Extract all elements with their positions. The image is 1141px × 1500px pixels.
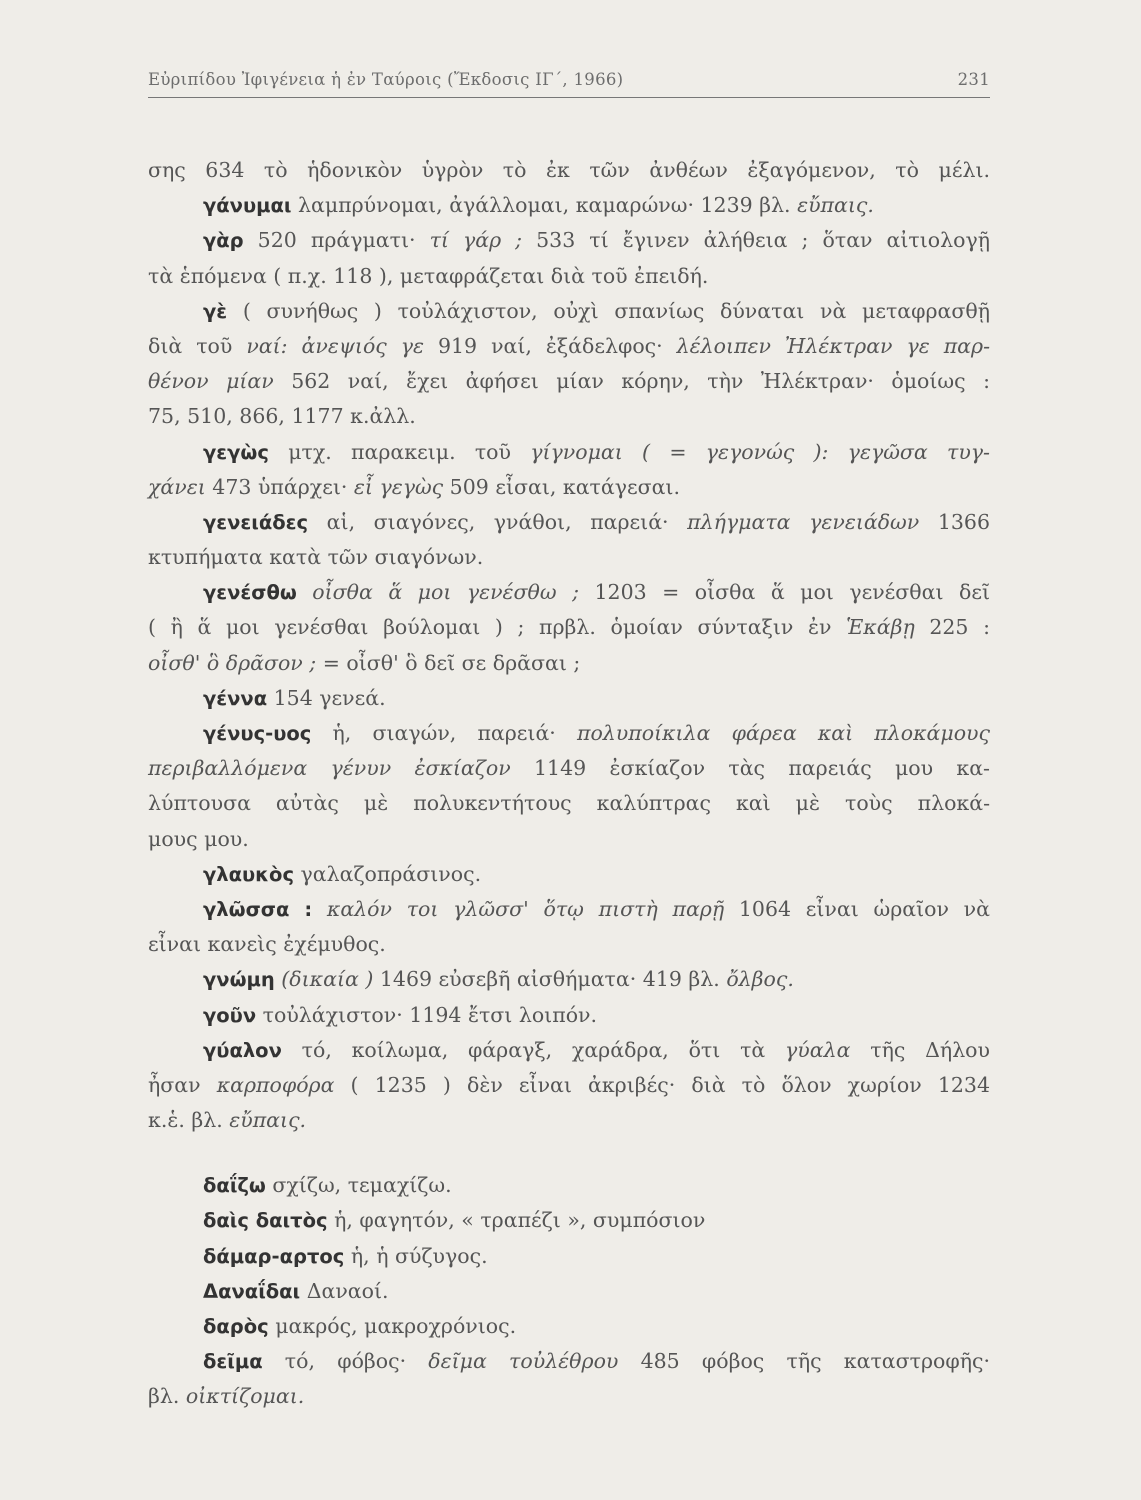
quotation: θένον μίαν bbox=[148, 369, 274, 394]
entry-line bbox=[148, 294, 990, 329]
quotation: (δικαία ) bbox=[281, 967, 374, 992]
continuation-line bbox=[148, 751, 990, 786]
continuation-line bbox=[148, 364, 990, 399]
text: κ.ἑ. βλ. bbox=[148, 1108, 230, 1133]
continuation-line bbox=[148, 646, 990, 681]
entry-line bbox=[148, 1239, 990, 1274]
text: μους μου. bbox=[148, 826, 249, 851]
continuation-line bbox=[148, 153, 990, 188]
text: σης 634 τὸ ἡδονικὸν ὑγρὸν τὸ ἐκ τῶν ἀνθέων ἐξαγόμενον, τὸ μέλι. bbox=[148, 158, 990, 182]
continuation-line bbox=[148, 786, 990, 821]
text: τῆς Δήλου bbox=[850, 1037, 990, 1062]
entry-line bbox=[148, 1274, 990, 1309]
continuation-line bbox=[148, 470, 990, 505]
headword: γλῶσσα : bbox=[203, 897, 313, 921]
text: 533 τί ἔγινεν ἀλήθεια ; ὅταν αἰτιολογῇ bbox=[522, 228, 990, 253]
headword: γύαλον bbox=[203, 1038, 282, 1062]
text: γαλαζοπράσινος. bbox=[294, 861, 482, 886]
quotation: ναί: ἀνεψιός γε bbox=[246, 333, 424, 358]
entry-line bbox=[148, 223, 990, 258]
text: αἱ, σιαγόνες, γνάθοι, παρειά· bbox=[308, 509, 688, 534]
text: ( ἢ ἅ μοι γενέσθαι βούλομαι ) ; πρβλ. ὁμοίαν σύνταξιν ἐν bbox=[148, 615, 847, 640]
text: τοὐλάχιστον· 1194 ἔτσι λοιπόν. bbox=[256, 1002, 598, 1027]
headword: δαΐζω bbox=[203, 1174, 266, 1198]
quotation: οἶσθα ἅ μοι γενέσθω ; bbox=[312, 580, 579, 605]
continuation-line bbox=[148, 1379, 990, 1414]
text: τό, φόβος· bbox=[262, 1349, 429, 1374]
quotation: οἰκτίζομαι. bbox=[185, 1384, 305, 1409]
glossary-text bbox=[148, 153, 990, 1415]
text: 1366 bbox=[919, 509, 990, 534]
headword: γένυς-υος bbox=[203, 722, 312, 745]
text: 1469 εὐσεβῆ αἰσθήματα· 419 βλ. bbox=[373, 967, 727, 992]
text: 1064 εἶναι ὡραῖον νὰ bbox=[724, 896, 990, 921]
text: 1149 ἐσκίαζον τὰς παρειάς μου κα- bbox=[510, 756, 990, 781]
text: 1203 = οἶσθα ἅ μοι γενέσθαι δεῖ bbox=[579, 580, 990, 605]
continuation-line bbox=[148, 1068, 990, 1103]
header-rule bbox=[148, 97, 990, 98]
quotation: χάνει bbox=[148, 474, 206, 499]
quotation: γύαλα bbox=[785, 1037, 851, 1062]
headword: δεῖμα bbox=[203, 1350, 263, 1374]
quotation: γίγνομαι ( = γεγονώς ): γεγῶσα τυγ- bbox=[530, 439, 990, 464]
headword: γοῦν bbox=[203, 1003, 257, 1027]
text: 225 : bbox=[914, 615, 990, 640]
text: 75, 510, 866, 1177 κ.ἀλλ. bbox=[148, 404, 416, 429]
quotation: εἶ γεγὼς bbox=[353, 474, 444, 499]
text: Δαναοί. bbox=[300, 1278, 389, 1303]
continuation-line bbox=[148, 399, 990, 434]
text bbox=[312, 897, 327, 921]
continuation-line bbox=[148, 259, 990, 294]
continuation-line bbox=[148, 329, 990, 364]
quotation: πολυποίκιλα φάρεα καὶ πλοκάμους bbox=[576, 721, 990, 745]
entry-line bbox=[148, 681, 990, 716]
headword: γλαυκὸς bbox=[203, 862, 294, 886]
entry-line bbox=[148, 857, 990, 892]
headword: δαρὸς bbox=[203, 1315, 269, 1338]
continuation-line bbox=[148, 1103, 990, 1138]
text: 919 ναί, ἐξάδελφος· bbox=[424, 333, 677, 358]
quotation: περιβαλλόμενα γένυν ἐσκίαζον bbox=[148, 756, 511, 781]
entry-line bbox=[148, 1344, 990, 1379]
quotation: καρποφόρα bbox=[216, 1072, 335, 1097]
text: ( 1235 ) δὲν εἶναι ἀκριβές· διὰ τὸ ὅλον χωρίον 1234 bbox=[334, 1072, 990, 1097]
headword: γνώμη bbox=[203, 968, 275, 992]
entry-line bbox=[148, 188, 990, 223]
text: μακρός, μακροχρόνιος. bbox=[268, 1314, 517, 1338]
text: κτυπήματα κατὰ τῶν σιαγόνων. bbox=[148, 545, 484, 570]
text: διὰ τοῦ bbox=[148, 333, 247, 358]
quotation: πλήγματα γενειάδων bbox=[687, 509, 920, 534]
text: βλ. bbox=[148, 1384, 186, 1409]
headword: δαὶς δαιτὸς bbox=[203, 1209, 328, 1233]
headword: δάμαρ-αρτος bbox=[203, 1244, 345, 1268]
running-title: Εὐριπίδου Ἰφιγένεια ἡ ἐν Ταύροις (Ἔκδοσις ΙΓ΄, 1966) bbox=[148, 70, 624, 89]
text: = οἶσθ' ὃ δεῖ σε δρᾶσαι ; bbox=[316, 650, 581, 675]
headword: γὲ bbox=[203, 299, 228, 323]
text: σχίζω, τεμαχίζω. bbox=[265, 1173, 452, 1198]
section-gap bbox=[148, 1138, 990, 1168]
text: εἶναι κανεὶς ἐχέμυθος. bbox=[148, 932, 386, 957]
entry-line bbox=[148, 998, 990, 1033]
text: ( συνήθως ) τοὐλάχιστον, οὐχὶ σπανίως δύναται νὰ μεταφρασθῇ bbox=[227, 298, 990, 323]
entry-line bbox=[148, 1033, 990, 1068]
entry-line bbox=[148, 1309, 990, 1344]
headword: Δαναΐδαι bbox=[203, 1279, 301, 1303]
text: ἡ, σιαγών, παρειά· bbox=[311, 721, 577, 745]
headword: γενειάδες bbox=[203, 510, 309, 534]
page-number: 231 bbox=[957, 70, 990, 89]
text: ἡ, φαγητόν, « τραπέζι », συμπόσιον bbox=[327, 1208, 706, 1233]
text: ἡ, ἡ σύζυγος. bbox=[344, 1243, 488, 1268]
headword: γὰρ bbox=[203, 229, 244, 253]
text: 485 φόβος τῆς καταστροφῆς· bbox=[618, 1349, 990, 1374]
quotation: τί γάρ ; bbox=[429, 228, 523, 253]
quotation: εὔπαις. bbox=[229, 1108, 307, 1133]
continuation-line bbox=[148, 610, 990, 645]
text: 562 ναί, ἔχει ἀφήσει μίαν κόρην, τὴν Ἠλέκτραν· ὁμοίως : bbox=[273, 369, 990, 394]
entry-line bbox=[148, 962, 990, 997]
quotation: οἶσθ' ὃ δρᾶσον ; bbox=[148, 650, 317, 675]
continuation-line bbox=[148, 927, 990, 962]
text: 520 πράγματι· bbox=[243, 228, 430, 253]
entry-line bbox=[148, 892, 990, 927]
continuation-line bbox=[148, 822, 990, 857]
entry-line bbox=[148, 1203, 990, 1238]
text: 509 εἶσαι, κατάγεσαι. bbox=[443, 474, 680, 499]
text: λαμπρύνομαι, ἀγάλλομαι, καμαρώνω· 1239 βλ. bbox=[291, 193, 798, 218]
quotation: εὔπαις. bbox=[797, 193, 874, 218]
headword: γάνυμαι bbox=[203, 194, 292, 218]
text: τό, κοίλωμα, φάραγξ, χαράδρα, ὅτι τὰ bbox=[281, 1037, 786, 1062]
entry-line bbox=[148, 1168, 990, 1203]
text: λύπτουσα αὐτὰς μὲ πολυκεντήτους καλύπτρας καὶ μὲ τοὺς πλοκά- bbox=[148, 791, 990, 816]
quotation: ὄλβος. bbox=[726, 967, 794, 992]
text: 154 γενεά. bbox=[267, 685, 386, 710]
headword: γεγὼς bbox=[203, 440, 269, 464]
quotation: Ἑκάβῃ bbox=[846, 615, 915, 640]
running-head bbox=[148, 70, 990, 89]
text: μτχ. παρακειμ. τοῦ bbox=[268, 439, 531, 464]
entry-line bbox=[148, 505, 990, 540]
entry-line bbox=[148, 435, 990, 470]
quotation: καλόν τοι γλῶσσ' ὅτῳ πιστὴ παρῇ bbox=[326, 896, 725, 921]
headword: γέννα bbox=[203, 686, 268, 710]
text bbox=[297, 580, 312, 604]
entry-line bbox=[148, 716, 990, 751]
entry-line bbox=[148, 575, 990, 610]
quotation: δεῖμα τοὐλέθρου bbox=[428, 1349, 619, 1374]
continuation-line bbox=[148, 540, 990, 575]
text: τὰ ἑπόμενα ( π.χ. 118 ), μεταφράζεται διὰ τοῦ ἐπειδή. bbox=[148, 263, 709, 288]
text: ἦσαν bbox=[148, 1072, 217, 1097]
text: 473 ὑπάρχει· bbox=[205, 474, 354, 499]
headword: γενέσθω bbox=[203, 581, 297, 605]
quotation: λέλοιπεν Ἠλέκτραν γε παρ- bbox=[676, 333, 991, 358]
